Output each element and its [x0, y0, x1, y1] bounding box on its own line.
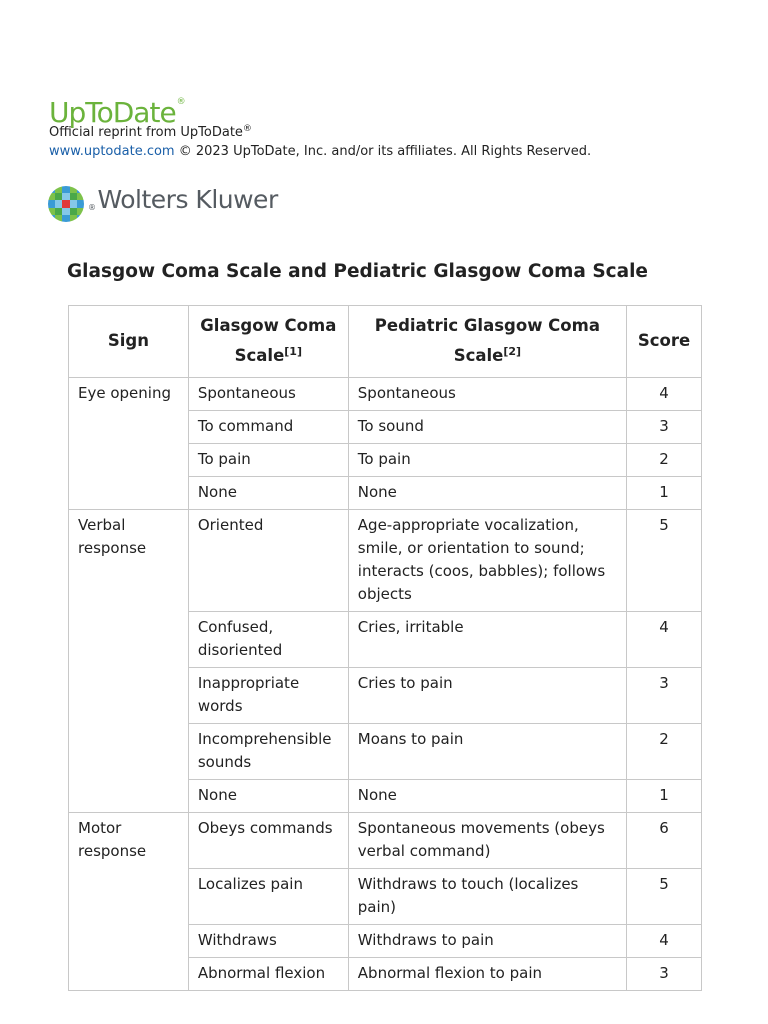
gcs-cell: To command [188, 411, 348, 444]
header-pgcs: Pediatric Glasgow Coma Scale[2] [348, 306, 626, 378]
score-cell: 4 [626, 612, 701, 668]
gcs-cell: None [188, 780, 348, 813]
gcs-cell: To pain [188, 444, 348, 477]
copyright-text: © 2023 UpToDate, Inc. and/or its affiliates. All Rights Reserved. [178, 144, 592, 159]
reprint-header [49, 84, 739, 162]
pgcs-cell: None [348, 477, 626, 510]
pgcs-cell: Withdraws to touch (localizes pain) [348, 869, 626, 925]
pgcs-cell: Abnormal flexion to pain [348, 958, 626, 991]
reference-link[interactable]: [2] [503, 345, 522, 358]
pgcs-cell: To pain [348, 444, 626, 477]
score-cell: 3 [626, 668, 701, 724]
score-cell: 5 [626, 869, 701, 925]
page-title: Glasgow Coma Scale and Pediatric Glasgow Coma Scale [67, 261, 648, 282]
gcs-cell: None [188, 477, 348, 510]
sign-cell: Eye opening [69, 378, 189, 510]
score-cell: 3 [626, 958, 701, 991]
uptodate-site-link[interactable]: www.uptodate.com [49, 144, 175, 159]
gcs-cell: Oriented [188, 510, 348, 612]
score-cell: 3 [626, 411, 701, 444]
gcs-cell: Confused, disoriented [188, 612, 348, 668]
gcs-cell: Abnormal flexion [188, 958, 348, 991]
reference-link[interactable]: [1] [284, 345, 302, 358]
copyright-line [49, 142, 739, 162]
publisher-name: ®Wolters Kluwer [88, 185, 278, 214]
table-header-row [69, 306, 702, 378]
pgcs-cell: Withdraws to pain [348, 925, 626, 958]
header-sign: Sign [69, 306, 189, 378]
table-row [69, 510, 702, 612]
pgcs-cell: Cries, irritable [348, 612, 626, 668]
header-score: Score [626, 306, 701, 378]
uptodate-logo: UpToDate® [49, 96, 186, 129]
gcs-cell: Inappropriate words [188, 668, 348, 724]
gcs-cell: Obeys commands [188, 813, 348, 869]
score-cell: 1 [626, 780, 701, 813]
score-cell: 5 [626, 510, 701, 612]
pgcs-cell: Cries to pain [348, 668, 626, 724]
sign-cell: Verbal response [69, 510, 189, 813]
reprint-notice: Official reprint from UpToDate® [49, 124, 252, 140]
wolters-kluwer-logo-icon [48, 186, 84, 222]
table-row [69, 378, 702, 411]
pgcs-cell: To sound [348, 411, 626, 444]
pgcs-cell: Moans to pain [348, 724, 626, 780]
gcs-table [68, 305, 702, 991]
gcs-cell: Incomprehensible sounds [188, 724, 348, 780]
gcs-cell: Withdraws [188, 925, 348, 958]
score-cell: 1 [626, 477, 701, 510]
sign-cell: Motor response [69, 813, 189, 991]
pgcs-cell: Age-appropriate vocalization, smile, or orientation to sound; interacts (coos, babbles); follows objects [348, 510, 626, 612]
header-gcs: Glasgow Coma Scale[1] [188, 306, 348, 378]
score-cell: 2 [626, 724, 701, 780]
pgcs-cell: None [348, 780, 626, 813]
gcs-cell: Spontaneous [188, 378, 348, 411]
publisher-logo [48, 185, 278, 223]
score-cell: 4 [626, 925, 701, 958]
score-cell: 2 [626, 444, 701, 477]
score-cell: 4 [626, 378, 701, 411]
table-row [69, 813, 702, 869]
pgcs-cell: Spontaneous movements (obeys verbal command) [348, 813, 626, 869]
gcs-cell: Localizes pain [188, 869, 348, 925]
score-cell: 6 [626, 813, 701, 869]
pgcs-cell: Spontaneous [348, 378, 626, 411]
